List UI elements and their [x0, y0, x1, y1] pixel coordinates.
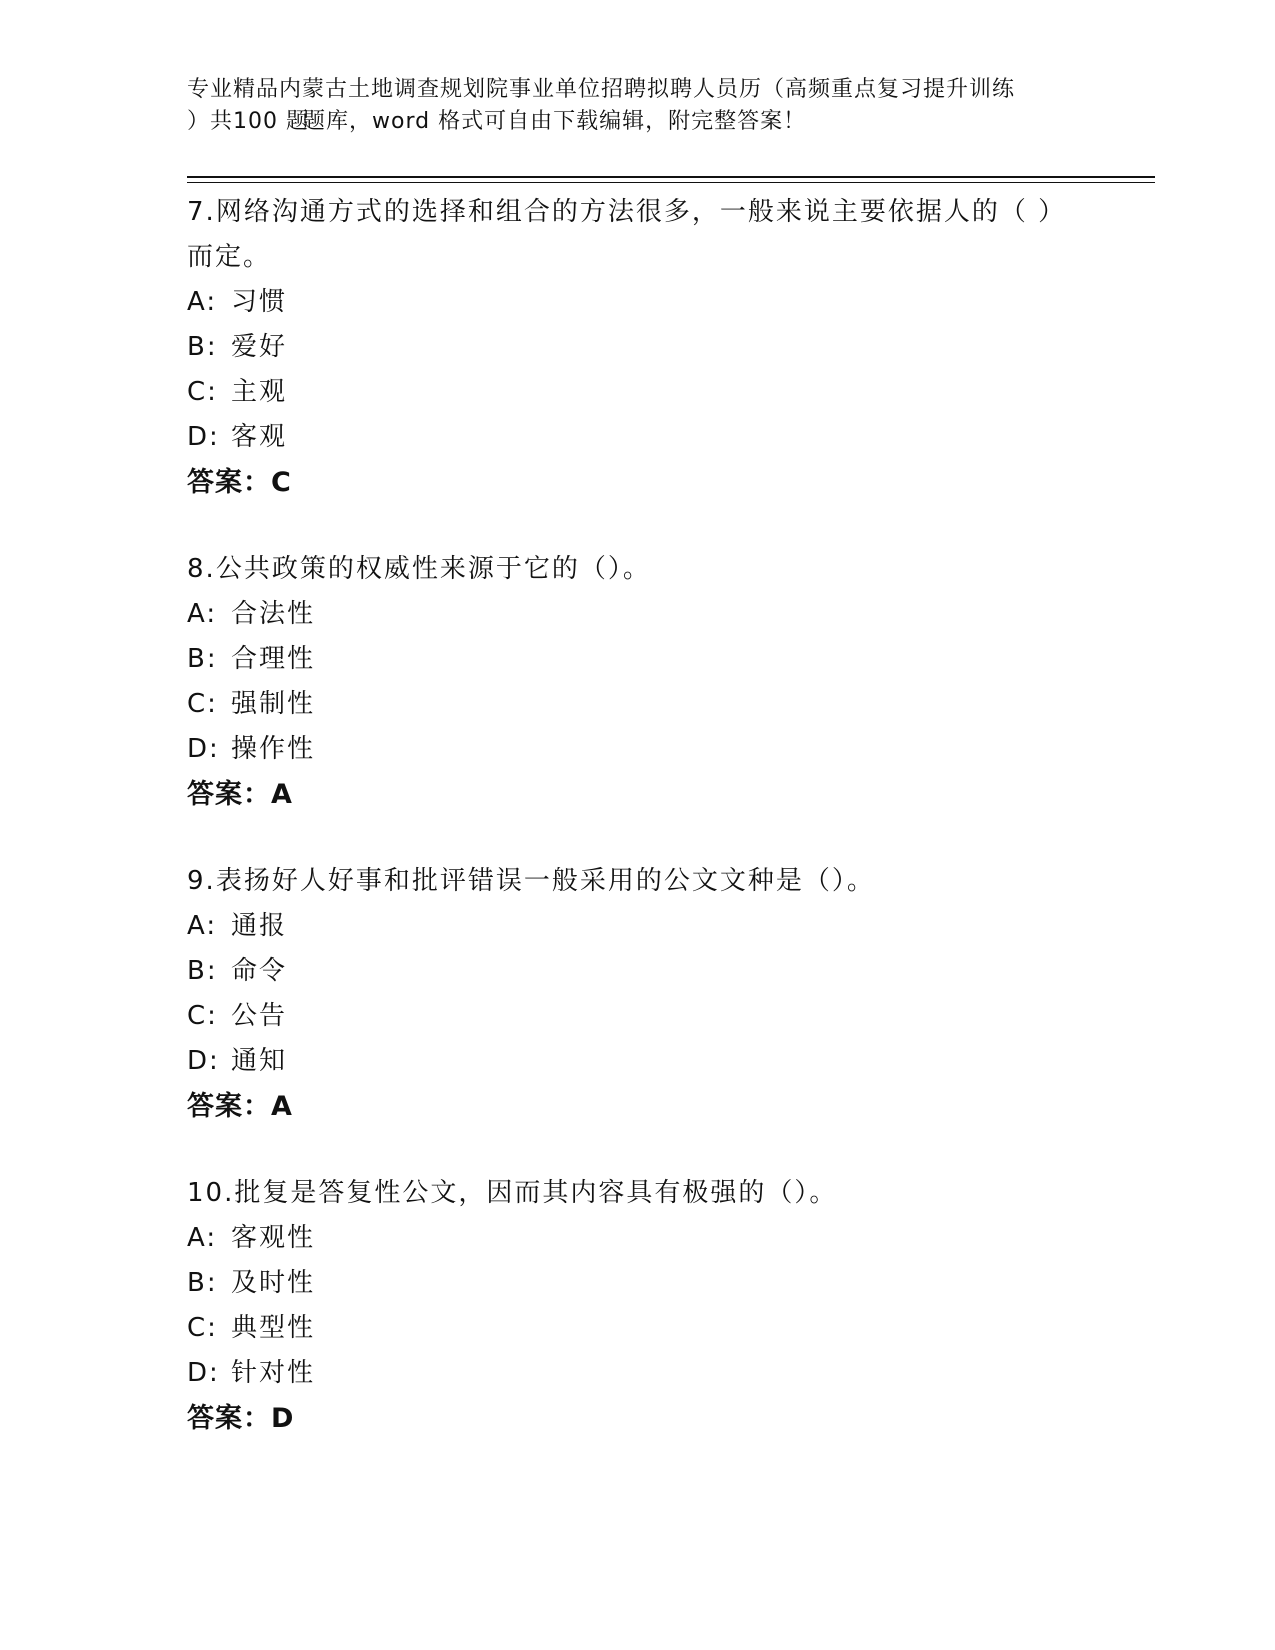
option-d — [187, 727, 1087, 772]
answer-label: 答案： — [187, 779, 271, 810]
option-d — [187, 1039, 1087, 1084]
question-text: 公共政策的权威性来源于它的（）。 — [215, 554, 651, 584]
option-d — [187, 415, 1087, 460]
option-text: 及时性 — [231, 1268, 316, 1298]
question-stem — [187, 547, 1087, 592]
option-c — [187, 370, 1087, 415]
option-letter: A: — [187, 287, 218, 317]
answer-value: C — [271, 467, 292, 498]
option-letter: B: — [187, 644, 218, 674]
option-letter: C: — [187, 1001, 218, 1031]
option-b — [187, 1261, 1087, 1306]
option-letter: D: — [187, 422, 220, 452]
option-d — [187, 1351, 1087, 1396]
option-a — [187, 904, 1087, 949]
question-text: 网络沟通方式的选择和组合的方法很多，一般来说主要依据人的（ ）而定。 — [187, 197, 1067, 272]
question-stem — [187, 190, 1087, 280]
option-text: 客观性 — [231, 1223, 316, 1253]
option-c — [187, 1306, 1087, 1351]
option-a — [187, 592, 1087, 637]
header-question-count: 100 题 — [233, 109, 310, 134]
option-text: 合法性 — [231, 599, 316, 629]
option-b — [187, 637, 1087, 682]
option-letter: B: — [187, 332, 218, 362]
option-text: 公告 — [231, 1001, 288, 1031]
document-header — [187, 74, 1087, 138]
answer-label: 答案： — [187, 1403, 271, 1434]
option-letter: D: — [187, 734, 220, 764]
header-description: 题库，word 格式可自由下载编辑，附完整答案！ — [303, 109, 807, 134]
option-text: 通报 — [231, 911, 288, 941]
header-subtitle-line — [187, 106, 1087, 138]
option-text: 爱好 — [231, 332, 288, 362]
option-letter: C: — [187, 1313, 218, 1343]
question-number: 9. — [187, 866, 216, 896]
question-list — [187, 190, 1087, 1483]
header-prefix: ）共 — [187, 109, 234, 134]
question-number: 7. — [187, 197, 216, 227]
option-text: 针对性 — [231, 1358, 316, 1388]
question-8 — [187, 547, 1087, 817]
option-letter: B: — [187, 1268, 218, 1298]
header-divider-thick — [187, 176, 1155, 178]
question-stem — [187, 859, 1087, 904]
option-a — [187, 280, 1087, 325]
question-stem — [187, 1171, 1087, 1216]
question-text: 批复是答复性公文，因而其内容具有极强的（）。 — [234, 1178, 838, 1208]
answer-value: A — [271, 1091, 293, 1122]
answer-value: A — [271, 779, 293, 810]
option-text: 强制性 — [231, 689, 316, 719]
option-a — [187, 1216, 1087, 1261]
question-10 — [187, 1171, 1087, 1441]
question-text: 表扬好人好事和批评错误一般采用的公文文种是（）。 — [215, 866, 875, 896]
option-letter: A: — [187, 599, 218, 629]
option-text: 典型性 — [231, 1313, 316, 1343]
option-letter: C: — [187, 377, 218, 407]
option-letter: A: — [187, 1223, 218, 1253]
answer-line — [187, 772, 1087, 817]
header-divider-thin — [187, 182, 1155, 183]
option-text: 主观 — [231, 377, 288, 407]
answer-line — [187, 460, 1087, 505]
option-text: 习惯 — [231, 287, 288, 317]
option-text: 客观 — [231, 422, 288, 452]
answer-line — [187, 1084, 1087, 1129]
answer-line — [187, 1396, 1087, 1441]
question-number: 10. — [187, 1178, 235, 1208]
header-title-line: 专业精品内蒙古土地调查规划院事业单位招聘拟聘人员历（高频重点复习提升训练 — [187, 77, 1016, 102]
option-c — [187, 994, 1087, 1039]
option-b — [187, 325, 1087, 370]
answer-label: 答案： — [187, 1091, 271, 1122]
option-letter: A: — [187, 911, 218, 941]
answer-label: 答案： — [187, 467, 271, 498]
option-letter: D: — [187, 1358, 220, 1388]
option-text: 命令 — [231, 956, 288, 986]
option-b — [187, 949, 1087, 994]
question-9 — [187, 859, 1087, 1129]
question-number: 8. — [187, 554, 216, 584]
question-7 — [187, 190, 1087, 505]
option-letter: B: — [187, 956, 218, 986]
option-letter: D: — [187, 1046, 220, 1076]
option-text: 通知 — [231, 1046, 288, 1076]
answer-value: D — [271, 1403, 295, 1434]
option-letter: C: — [187, 689, 218, 719]
option-text: 操作性 — [231, 734, 316, 764]
option-text: 合理性 — [231, 644, 316, 674]
option-c — [187, 682, 1087, 727]
